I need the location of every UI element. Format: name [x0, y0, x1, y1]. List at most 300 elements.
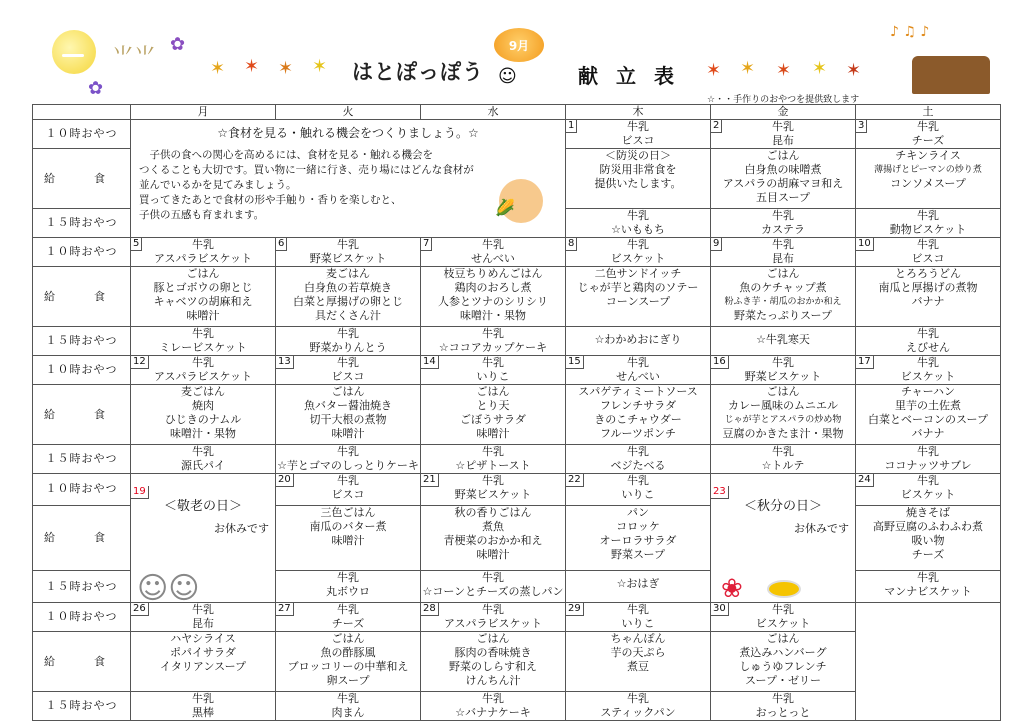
lunch-cell [566, 149, 711, 209]
date-number: 6 [276, 238, 287, 251]
snack15-cell [566, 445, 711, 474]
maple-leaf-icon: ✶ [706, 60, 722, 81]
lunch-cell [856, 267, 1001, 327]
menu-item: ☆牛乳寒天 [756, 333, 810, 346]
snack10-cell [421, 474, 566, 506]
holiday-name: ＜敬老の日＞ [163, 499, 242, 514]
menu-item: 昆布 [772, 252, 794, 265]
snack15-cell [421, 445, 566, 474]
menu-item: 源氏パイ [181, 459, 225, 472]
lunch-cell [711, 149, 856, 209]
snack15-cell [856, 327, 1001, 356]
menu-item: ひじきのナムル [164, 413, 242, 426]
snack10-content [566, 238, 710, 266]
menu-item: 牛乳 [917, 445, 939, 458]
day-header-6: 土 [856, 105, 1001, 120]
holiday-cell [131, 474, 276, 603]
snack15-content [566, 571, 710, 602]
snack10-content [711, 356, 855, 384]
lunch-content [566, 506, 710, 571]
snack15-label: １５時おやつ [33, 571, 131, 603]
snack15-cell [421, 571, 566, 603]
menu-item: ☆コーンとチーズの蒸しパン [422, 585, 564, 599]
menu-item: 牛乳 [482, 603, 504, 616]
menu-item: 牛乳 [482, 238, 504, 251]
menu-item: けんちん汁 [465, 674, 521, 687]
week-3-lunch-row [33, 385, 1001, 445]
lunch-cell [566, 267, 711, 327]
lunch-content [856, 385, 1000, 444]
menu-item: 五目スープ [756, 191, 810, 204]
menu-table [32, 104, 1001, 721]
menu-item: 青梗菜のおかか和え [443, 533, 543, 547]
menu-item: 南瓜のバター煮 [309, 519, 387, 533]
menu-item: 動物ビスケット [889, 223, 967, 236]
lunch-cell [421, 385, 566, 445]
snack15-content [276, 327, 420, 355]
menu-item: 野菜ビスケット [744, 370, 822, 383]
menu-item: ごはん [476, 632, 510, 645]
menu-item: 牛乳 [917, 120, 939, 133]
menu-item: じゃが芋と鶏肉のソテー [577, 281, 699, 294]
menu-item: ビスケット [900, 370, 956, 383]
menu-item: ごはん [766, 385, 800, 398]
lunch-cell [131, 632, 276, 692]
lunch-content [566, 149, 710, 208]
lunch-cell [711, 632, 856, 692]
lunch-content [856, 267, 1000, 326]
menu-item: 牛乳 [627, 356, 649, 369]
maple-leaf-icon: ✶ [846, 60, 862, 81]
menu-item: フルーツポンチ [599, 427, 677, 440]
menu-item: 牛乳 [772, 209, 794, 222]
menu-item: カレー風味のムニエル [728, 399, 838, 412]
snack10-label: １０時おやつ [33, 356, 131, 385]
week-2-lunch-row [33, 267, 1001, 327]
lunch-cell [421, 505, 566, 571]
snack10-cell [276, 238, 421, 267]
menu-item: ☆わかめおにぎり [594, 333, 682, 346]
menu-item: 牛乳 [772, 445, 794, 458]
snack10-cell [566, 474, 711, 506]
message-line: 買ってきたあとで食材の形や手触り・香りを楽しむと、 [139, 194, 402, 206]
menu-item: えびせん [906, 341, 950, 354]
flower-icon: ✿ [170, 34, 186, 55]
week-2-snack15-row [33, 327, 1001, 356]
menu-item: 焼肉 [192, 399, 214, 412]
snack10-content [421, 474, 565, 505]
menu-item: とり天 [476, 399, 510, 412]
holiday-name: ＜秋分の日＞ [743, 499, 822, 514]
menu-item: 肉まん [331, 706, 365, 719]
snack10-content [276, 603, 420, 631]
menu-item: 煮豆 [627, 660, 649, 673]
menu-item: 野菜ビスケット [454, 488, 532, 501]
date-number: 15 [566, 356, 584, 369]
snack10-cell [276, 356, 421, 385]
week-1-snack10-row [33, 120, 1001, 149]
menu-item: 野菜たっぷりスープ [734, 309, 832, 322]
snack10-cell [711, 356, 856, 385]
elderly-couple-icon: ☺☺ [137, 571, 200, 603]
snack15-content [566, 327, 710, 356]
menu-item: ビスコ [911, 252, 945, 265]
snack10-content [421, 603, 565, 631]
snack10-cell [131, 356, 276, 385]
menu-item: 豚肉の香味焼き [454, 646, 532, 659]
menu-item: ごはん [766, 267, 800, 280]
snack10-cell [421, 603, 566, 632]
menu-item: チーズ [911, 547, 945, 561]
lunch-content [276, 506, 420, 571]
child-icon: ☺ [498, 66, 517, 87]
lunch-content [711, 149, 855, 208]
menu-item: いりこ [621, 617, 655, 630]
menu-item: バナナ [911, 295, 945, 308]
message-line: 並んでいるかを見てみましょう。 [139, 179, 297, 191]
snack15-content [131, 327, 275, 355]
week-3-snack15-row [33, 445, 1001, 474]
lunch-cell [276, 267, 421, 327]
snack10-content [421, 238, 565, 266]
snack15-content [276, 692, 420, 720]
lunch-content [711, 267, 855, 326]
menu-item: 牛乳 [192, 327, 214, 340]
week-5-lunch-row [33, 632, 1001, 692]
week-4-snack10-row [33, 474, 1001, 506]
menu-item: 野菜ビスケット [309, 252, 387, 265]
date-number: 19 [131, 486, 149, 499]
date-number: 12 [131, 356, 149, 369]
day-header-3: 水 [421, 105, 566, 120]
snack15-cell [276, 692, 421, 721]
menu-item: ビスコ [621, 134, 655, 147]
menu-item: 牛乳 [482, 571, 504, 585]
snack15-label: １５時おやつ [33, 327, 131, 356]
snack15-content [131, 445, 275, 473]
lunch-content [276, 267, 420, 326]
date-number: 23 [711, 486, 729, 499]
snack10-label: １０時おやつ [33, 603, 131, 632]
menu-item: スティックパン [600, 706, 676, 719]
snack15-content [131, 692, 275, 720]
menu-item: 野菜のしらす和え [449, 660, 537, 673]
lunch-cell [856, 385, 1001, 445]
menu-item: おっとっと [755, 706, 811, 719]
menu-item: 牛乳 [627, 209, 649, 222]
month-badge: 9月 [494, 28, 544, 62]
snack15-content [566, 445, 710, 473]
snack10-content [856, 474, 1000, 505]
menu-item: しゅうゆフレンチ [739, 660, 827, 673]
lunch-content [421, 632, 565, 691]
menu-item: パン [627, 505, 649, 519]
snack10-label: １０時おやつ [33, 238, 131, 267]
pampas-grass-icon: ⺌⺌ [112, 45, 157, 70]
menu-item: ☆バナナケーキ [455, 706, 531, 719]
menu-item: 牛乳 [337, 327, 359, 340]
snack10-cell [276, 474, 421, 506]
snack15-cell [711, 445, 856, 474]
date-number: 5 [131, 238, 142, 251]
menu-item: 牛乳 [192, 238, 214, 251]
menu-item: きのこチャウダー [594, 413, 682, 426]
menu-item: ちゃんぽん [610, 632, 666, 645]
menu-item: 牛乳 [772, 120, 794, 133]
lunch-content [856, 149, 1000, 208]
menu-item: 具だくさん汁 [315, 309, 381, 322]
lunch-cell [131, 385, 276, 445]
menu-item: 野菜スープ [611, 547, 665, 561]
week-5-snack10-row [33, 603, 1001, 632]
snack15-content [856, 327, 1000, 355]
lunch-label: 給 食 [33, 505, 131, 571]
menu-item: ごはん [766, 149, 800, 162]
header [0, 0, 1024, 104]
menu-item: 味噌汁 [476, 427, 510, 440]
menu-item: 牛乳 [337, 692, 359, 705]
menu-item: 牛乳 [482, 356, 504, 369]
menu-item: ハヤシライス [170, 632, 236, 645]
music-note-icon: ♪ ♫ ♪ [890, 24, 930, 40]
snack10-cell [421, 238, 566, 267]
maple-leaf-icon: ✶ [740, 58, 756, 79]
header-blank [33, 105, 131, 120]
menu-item: せんべい [471, 252, 515, 265]
date-number: 7 [421, 238, 432, 251]
menu-item: ココナッツサブレ [884, 459, 972, 472]
menu-item: 味噌汁・果物 [460, 309, 526, 322]
week-5-snack15-row [33, 692, 1001, 721]
date-number: 27 [276, 603, 294, 616]
snack10-cell [131, 603, 276, 632]
snack15-cell [131, 327, 276, 356]
menu-item: アスパラの胡麻マヨ和え [722, 177, 844, 190]
menu-item: 麦ごはん [181, 385, 225, 398]
snack15-cell [421, 327, 566, 356]
snack10-cell [276, 603, 421, 632]
date-number: 26 [131, 603, 149, 616]
menu-item: 牛乳 [627, 120, 649, 133]
date-number: 29 [566, 603, 584, 616]
lunch-cell [566, 632, 711, 692]
menu-item: 牛乳 [627, 238, 649, 251]
menu-item: いりこ [476, 370, 510, 383]
menu-item: 里芋の土佐煮 [895, 399, 961, 412]
snack10-cell [856, 474, 1001, 506]
menu-item: 牛乳 [772, 692, 794, 705]
day-header-1: 月 [131, 105, 276, 120]
snack10-content [276, 356, 420, 384]
menu-item: 白身魚の若草焼き [304, 281, 392, 294]
maple-leaf-icon: ✶ [776, 60, 792, 81]
message-line: つくることも大切です。買い物に一緒に行き、売り場にはどんな食材が [139, 164, 474, 176]
snack15-content [276, 445, 420, 473]
menu-item: 野菜かりんとう [309, 341, 387, 354]
date-number: 2 [711, 120, 722, 133]
menu-item: コーンスープ [605, 295, 671, 308]
lunch-cell [421, 632, 566, 692]
menu-item: 提供いたします。 [594, 177, 682, 190]
empty-cell [856, 603, 1001, 721]
snack15-content [421, 692, 565, 720]
menu-item: ごはん [186, 267, 220, 280]
lunch-label: 給 食 [33, 632, 131, 692]
menu-item: ☆いももち [611, 223, 665, 236]
menu-item: 牛乳 [482, 445, 504, 458]
menu-item: 焼きそば [906, 505, 950, 519]
maple-leaf-icon: ✶ [278, 58, 294, 79]
menu-item: 牛乳 [192, 356, 214, 369]
menu-item: アスパラビスケット [443, 617, 542, 630]
snack10-content [131, 603, 275, 631]
menu-item: スパゲティミートソース [578, 385, 698, 398]
message-content [139, 126, 557, 231]
menu-item: 味噌汁 [186, 309, 220, 322]
snack15-content [421, 327, 565, 355]
menu-item: 粉ふき芋・胡瓜のおかか和え [724, 297, 842, 307]
week-2-snack10-row [33, 238, 1001, 267]
snack15-cell [566, 209, 711, 238]
date-number: 21 [421, 474, 439, 487]
snack10-cell [566, 603, 711, 632]
snack15-label: １５時おやつ [33, 445, 131, 474]
menu-item: ☆ココアカップケーキ [438, 341, 548, 354]
snack10-content [856, 120, 1000, 148]
date-number: 10 [856, 238, 874, 251]
lunch-cell [131, 267, 276, 327]
menu-item: 牛乳 [917, 327, 939, 340]
menu-item: ☆おはぎ [616, 577, 660, 591]
menu-item: 白菜とベーコンのスープ [868, 413, 988, 426]
menu-item: 芋の天ぷら [610, 646, 666, 659]
lunch-content [421, 385, 565, 444]
snack10-cell [566, 238, 711, 267]
menu-item: 牛乳 [337, 571, 359, 585]
date-number: 13 [276, 356, 294, 369]
closed-note: お休みです [214, 522, 269, 535]
menu-item: 薄揚げとピーマンの炒り煮 [874, 165, 982, 175]
week-3-snack10-row [33, 356, 1001, 385]
menu-item: 煮込みハンバーグ [739, 646, 827, 659]
menu-item: チーズ [911, 134, 945, 147]
menu-item: フレンチサラダ [599, 399, 677, 412]
closed-note: お休みです [794, 522, 849, 535]
menu-item: 牛乳 [482, 327, 504, 340]
menu-item: 黒棒 [192, 706, 214, 719]
snack10-cell [711, 603, 856, 632]
menu-item: 昆布 [192, 617, 214, 630]
snack15-content [421, 445, 565, 473]
menu-item: 魚バター醤油焼き [304, 399, 392, 412]
menu-item: 牛乳 [337, 238, 359, 251]
menu-item: ビスケット [755, 617, 811, 630]
snack15-cell [131, 692, 276, 721]
menu-item: チキンライス [895, 149, 961, 162]
menu-item: 牛乳 [917, 474, 939, 487]
menu-item: オーロラサラダ [599, 533, 677, 547]
lunch-content [421, 267, 565, 326]
menu-item: 高野豆腐のふわふわ煮 [873, 519, 983, 533]
page-title: 献立表 [578, 64, 692, 88]
menu-item: 味噌汁 [331, 533, 365, 547]
snack10-cell [566, 120, 711, 149]
date-number: 1 [566, 120, 577, 133]
snack15-cell [856, 571, 1001, 603]
menu-item: アスパラビスケット [153, 252, 252, 265]
snack15-cell [711, 692, 856, 721]
menu-item: 牛乳 [482, 474, 504, 487]
menu-item: イタリアンスープ [159, 660, 247, 673]
lunch-content [421, 506, 565, 571]
menu-item: せんべい [616, 370, 660, 383]
day-header-2: 火 [276, 105, 421, 120]
snack15-cell [131, 445, 276, 474]
moon-icon [52, 30, 96, 74]
menu-item: 丸ボウロ [326, 585, 370, 599]
snack10-content [856, 356, 1000, 384]
snack15-cell [276, 445, 421, 474]
day-header-5: 金 [711, 105, 856, 120]
handmade-note: ☆・・手作りのおやつを提供致します [707, 95, 860, 105]
date-number: 28 [421, 603, 439, 616]
maple-leaf-icon: ✶ [812, 58, 828, 79]
menu-item: 二色サンドイッチ [594, 267, 682, 280]
message-line: 子供の食への関心を高めるには、食材を見る・触れる機会を [139, 149, 433, 161]
menu-item: 牛乳 [482, 692, 504, 705]
menu-item: 牛乳 [337, 445, 359, 458]
snack15-content [711, 445, 855, 473]
snack10-content [856, 238, 1000, 266]
lunch-label: 給 食 [33, 267, 131, 327]
menu-item: チーズ [331, 617, 365, 630]
lunch-cell [856, 149, 1001, 209]
snack15-content [856, 571, 1000, 602]
lunch-cell [566, 505, 711, 571]
menu-item: 牛乳 [337, 474, 359, 487]
menu-item: 豚とゴボウの卵とじ [153, 281, 253, 294]
menu-item: コロッケ [616, 519, 660, 533]
menu-item: ごはん [331, 632, 365, 645]
menu-item: ごぼうサラダ [460, 413, 526, 426]
lunch-cell [276, 505, 421, 571]
snack10-cell [856, 120, 1001, 149]
menu-item: 牛乳 [917, 238, 939, 251]
snack10-content [131, 356, 275, 384]
snack15-cell [566, 327, 711, 356]
menu-item: 牛乳 [917, 209, 939, 222]
menu-item: 味噌汁・果物 [170, 427, 236, 440]
menu-item: 牛乳 [917, 571, 939, 585]
menu-item: 防災用非常食を [599, 163, 677, 176]
menu-item: 牛乳 [192, 603, 214, 616]
date-number: 30 [711, 603, 729, 616]
menu-item: 南瓜と厚揚げの煮物 [878, 281, 978, 294]
snack10-cell [856, 356, 1001, 385]
lunch-content [711, 632, 855, 691]
menu-item: 牛乳 [627, 474, 649, 487]
snack15-cell [856, 445, 1001, 474]
menu-item: 吸い物 [911, 533, 945, 547]
date-number: 17 [856, 356, 874, 369]
snack10-label: １０時おやつ [33, 120, 131, 149]
lunch-content [276, 385, 420, 444]
maple-leaf-icon: ✶ [210, 58, 226, 79]
snack15-cell [276, 327, 421, 356]
message-title: ☆食材を見る・触れる機会をつくりましょう。☆ [217, 126, 479, 140]
menu-item: バナナ [911, 427, 945, 440]
nursery-name: はとぽっぽう [352, 60, 484, 84]
